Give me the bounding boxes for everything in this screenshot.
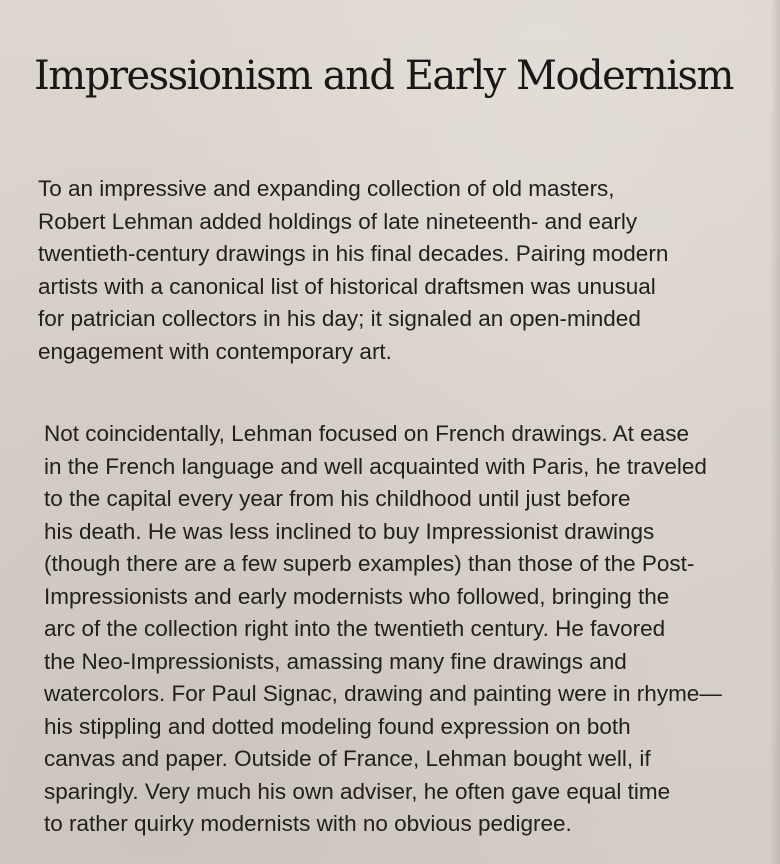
paragraph-2-line: watercolors. For Paul Signac, drawing and painting were in rhyme— [44,681,722,706]
paragraph-1-line: Robert Lehman added holdings of late nineteenth- and early [38,208,638,234]
wall-label-title: Impressionism and Early Modernism [34,53,733,99]
paragraph-2-line: the Neo-Impressionists, amassing many fine drawings and [44,648,627,674]
paragraph-1-line: artists with a canonical list of historical draftsmen was unusual [38,273,656,299]
paragraph-2-line: sparingly. Very much his own adviser, he often gave equal time [44,778,671,804]
paragraph-1-line: for patrician collectors in his day; it signaled an open-minded [38,306,641,331]
paragraph-1 [38,173,758,368]
paragraph-2-line: to rather quirky modernists with no obvious pedigree. [44,811,572,836]
paragraph-2-line: to the capital every year from his childhood until just before [44,486,631,511]
paragraph-2-line: his stippling and dotted modeling found expression on both [44,713,631,739]
paragraph-1-line: engagement with contemporary art. [38,338,392,364]
paragraph-2-line: his death. He was less inclined to buy Impressionist drawings [44,518,655,544]
paragraph-2-line: in the French language and well acquainted with Paris, he traveled [44,453,707,479]
paragraph-1-line: twentieth-century drawings in his final decades. Pairing modern [38,241,669,266]
paragraph-2-line: canvas and paper. Outside of France, Lehman bought well, if [44,746,651,771]
paragraph-2-line: (though there are a few superb examples) than those of the Post- [44,551,695,576]
paragraph-2-line: Not coincidentally, Lehman focused on French drawings. At ease [44,421,689,446]
paragraph-2-line: arc of the collection right into the twentieth century. He favored [44,616,666,641]
paragraph-2-line: Impressionists and early modernists who followed, bringing the [44,583,670,609]
paragraph-2 [44,418,764,841]
paragraph-1-line: To an impressive and expanding collection of old masters, [38,176,615,201]
